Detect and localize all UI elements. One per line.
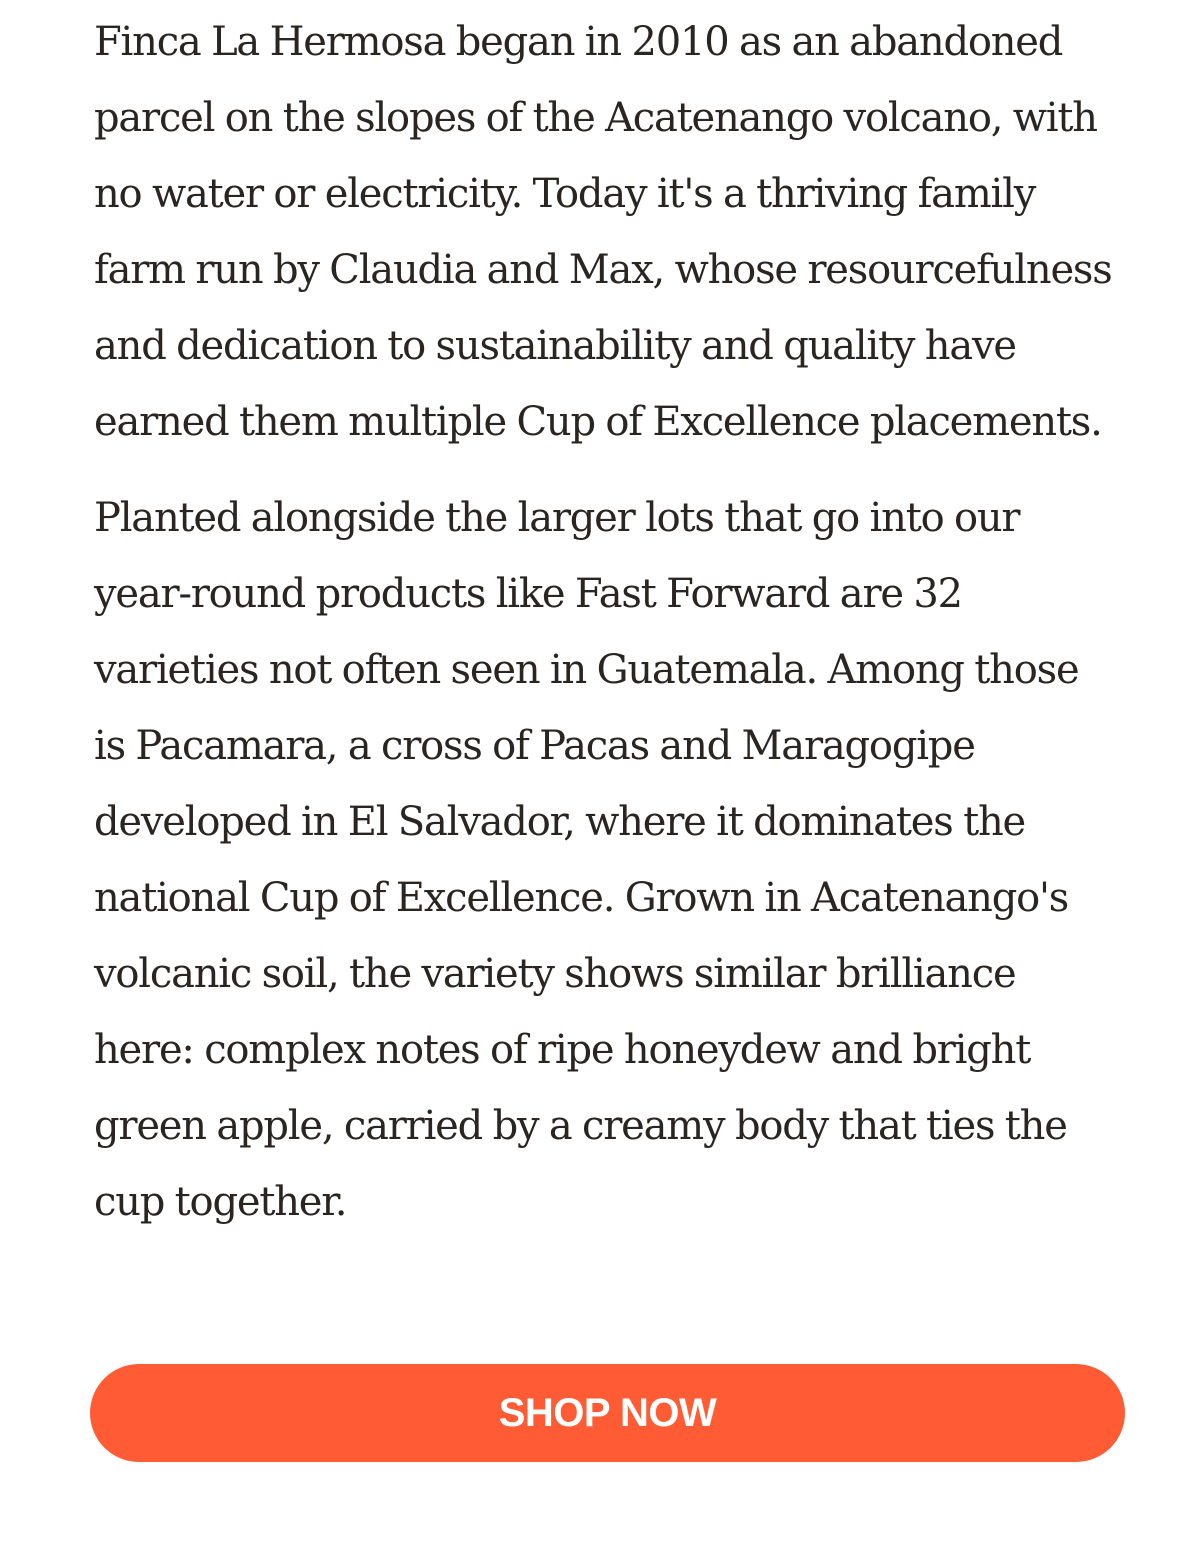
story-paragraph-variety: Planted alongside the larger lots that go into our year-round products like Fast Forward are 32 varieties not often seen in Guatemala. Among those is Pacamara, a cross of Pacas and Maragogipe developed in El Salvador, where it dominates the national Cup of Excellence. Grown in Acatenango's volcanic soil, the variety shows similar brilliance here: complex notes of ripe honeydew and bright green apple, carried by a creamy body that ties the cup together. [94,495,1079,1225]
shop-now-label: SHOP NOW [498,1390,717,1435]
shop-now-button[interactable] [90,1364,1125,1462]
story-paragraph-origin: Finca La Hermosa began in 2010 as an abandoned parcel on the slopes of the Acatenango volcano, with no water or electricity. Today it's a thriving family farm run by Claudia and Max, whose resourcefulness and dedication to sustainability and quality have earned them multiple Cup of Excellence placements. [94,19,1112,445]
story-section [94,4,1114,1240]
